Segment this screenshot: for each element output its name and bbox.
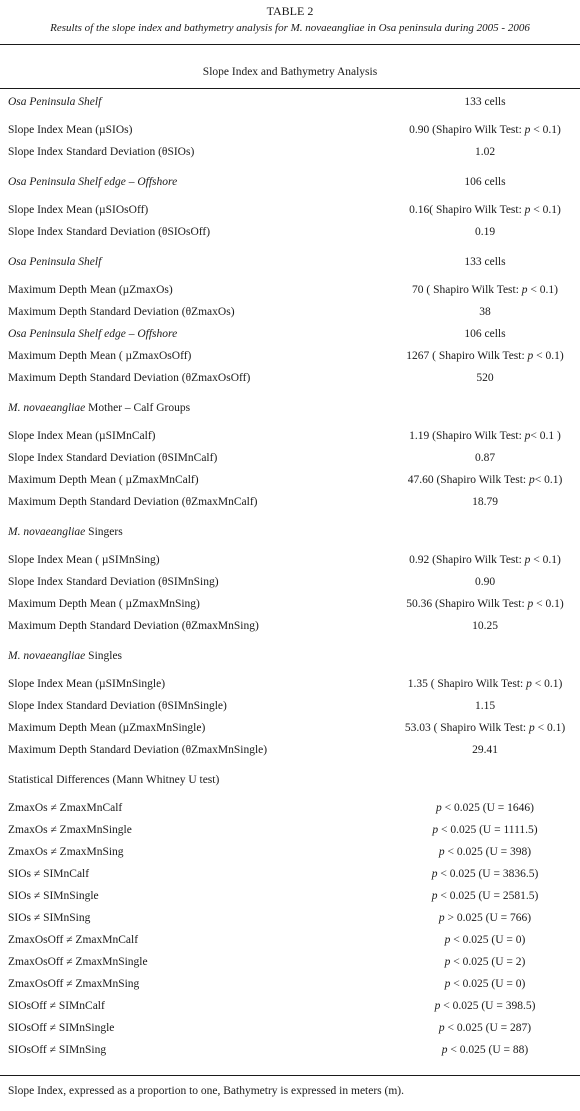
table-number: TABLE 2 [266, 4, 314, 18]
row-label: Slope Index Mean (µSIOsOff) [8, 204, 149, 216]
row-label: Maximum Depth Standard Deviation (θZmaxMnCalf) [8, 496, 258, 508]
row-label: M. novaeangliae Singers [8, 526, 123, 538]
table-footnote: Slope Index, expressed as a proportion to one, Bathymetry is expressed in meters (m). [8, 1085, 405, 1097]
row-value: 0.19 [474, 226, 496, 238]
row-label: Slope Index Standard Deviation (θSIMnSingle) [8, 700, 227, 712]
row-label: Slope Index Mean ( µSIMnSing) [8, 554, 160, 566]
row-label: ZmaxOsOff ≠ ZmaxMnSing [8, 978, 140, 990]
row-value: 0.16( Shapiro Wilk Test: p < 0.1) [409, 204, 561, 216]
row-label: ZmaxOsOff ≠ ZmaxMnCalf [8, 934, 139, 946]
row-value: 10.25 [472, 620, 498, 632]
row-label: M. novaeangliae Mother – Calf Groups [8, 402, 191, 414]
row-label: Slope Index Standard Deviation (θSIOs) [8, 146, 195, 158]
bottom-rule [0, 1075, 580, 1076]
row-label: Slope Index Standard Deviation (θSIMnSing) [8, 576, 219, 588]
row-value: 1.15 [474, 700, 496, 712]
row-label: Slope Index Mean (µSIMnSingle) [8, 678, 166, 690]
row-value: 50.36 (Shapiro Wilk Test: p < 0.1) [406, 598, 564, 610]
row-value: 133 cells [464, 256, 506, 268]
table-caption: Results of the slope index and bathymetry analysis for M. novaeangliae in Osa peninsula during 2005 - 2006 [50, 22, 530, 34]
row-value: p < 0.025 (U = 0) [444, 934, 526, 946]
row-value: p < 0.025 (U = 398) [438, 846, 532, 858]
row-value: 0.92 (Shapiro Wilk Test: p < 0.1) [409, 554, 561, 566]
row-value: 0.90 [474, 576, 496, 588]
row-label: Maximum Depth Mean ( µZmaxMnCalf) [8, 474, 199, 486]
row-value: p < 0.025 (U = 2581.5) [431, 890, 539, 902]
row-label: Maximum Depth Standard Deviation (θZmaxMnSing) [8, 620, 259, 632]
row-value: 29.41 [472, 744, 498, 756]
row-value: p < 0.025 (U = 2) [444, 956, 526, 968]
row-value: 47.60 (Shapiro Wilk Test: p< 0.1) [407, 474, 563, 486]
row-label: Osa Peninsula Shelf edge – Offshore [8, 328, 178, 340]
row-label: Osa Peninsula Shelf [8, 256, 102, 268]
row-label: M. novaeangliae Singles [8, 650, 123, 662]
row-label: Osa Peninsula Shelf edge – Offshore [8, 176, 178, 188]
row-label: Slope Index Mean (µSIMnCalf) [8, 430, 156, 442]
row-label: SIOs ≠ SIMnCalf [8, 868, 90, 880]
table-heading: Slope Index and Bathymetry Analysis [202, 66, 378, 78]
row-value: p > 0.025 (U = 766) [438, 912, 532, 924]
row-label: Osa Peninsula Shelf [8, 96, 102, 108]
row-value: 1267 ( Shapiro Wilk Test: p < 0.1) [406, 350, 564, 362]
row-label: Slope Index Mean (µSIOs) [8, 124, 133, 136]
row-label: SIOsOff ≠ SIMnSing [8, 1044, 107, 1056]
row-label: ZmaxOs ≠ ZmaxMnSingle [8, 824, 132, 836]
row-label: Maximum Depth Mean (µZmaxMnSingle) [8, 722, 206, 734]
row-value: 0.87 [474, 452, 496, 464]
row-label: SIOs ≠ SIMnSing [8, 912, 91, 924]
row-value: 106 cells [464, 328, 506, 340]
top-rule [0, 44, 580, 45]
row-label: Slope Index Standard Deviation (θSIMnCalf) [8, 452, 218, 464]
row-label: Maximum Depth Mean ( µZmaxOsOff) [8, 350, 192, 362]
row-label: Maximum Depth Standard Deviation (θZmaxMnSingle) [8, 744, 268, 756]
row-label: Slope Index Standard Deviation (θSIOsOff) [8, 226, 211, 238]
row-label: ZmaxOs ≠ ZmaxMnSing [8, 846, 124, 858]
row-value: 133 cells [464, 96, 506, 108]
row-value: p < 0.025 (U = 1646) [436, 802, 534, 814]
row-value: p < 0.025 (U = 88) [441, 1044, 529, 1056]
row-value: 106 cells [464, 176, 506, 188]
row-value: 1.02 [474, 146, 496, 158]
row-value: 1.19 (Shapiro Wilk Test: p< 0.1 ) [409, 430, 561, 442]
row-label: SIOsOff ≠ SIMnSingle [8, 1022, 115, 1034]
row-label: Statistical Differences (Mann Whitney U test) [8, 774, 220, 786]
row-value: 38 [479, 306, 491, 318]
row-label: Maximum Depth Mean (µZmaxOs) [8, 284, 173, 296]
row-value: p < 0.025 (U = 398.5) [434, 1000, 536, 1012]
row-value: p < 0.025 (U = 287) [438, 1022, 532, 1034]
row-label: SIOsOff ≠ SIMnCalf [8, 1000, 105, 1012]
row-label: Maximum Depth Mean ( µZmaxMnSing) [8, 598, 200, 610]
row-value: p < 0.025 (U = 3836.5) [431, 868, 539, 880]
row-label: ZmaxOsOff ≠ ZmaxMnSingle [8, 956, 148, 968]
row-value: 18.79 [472, 496, 498, 508]
row-value: 520 [476, 372, 494, 384]
row-label: ZmaxOs ≠ ZmaxMnCalf [8, 802, 123, 814]
row-value: 0.90 (Shapiro Wilk Test: p < 0.1) [409, 124, 561, 136]
row-label: Maximum Depth Standard Deviation (θZmaxOsOff) [8, 372, 251, 384]
row-label: Maximum Depth Standard Deviation (θZmaxOs) [8, 306, 235, 318]
heading-rule [0, 88, 580, 89]
row-value: 1.35 ( Shapiro Wilk Test: p < 0.1) [407, 678, 563, 690]
row-value: 70 ( Shapiro Wilk Test: p < 0.1) [412, 284, 558, 296]
row-value: p < 0.025 (U = 1111.5) [432, 824, 538, 836]
row-value: p < 0.025 (U = 0) [444, 978, 526, 990]
row-value: 53.03 ( Shapiro Wilk Test: p < 0.1) [404, 722, 566, 734]
row-label: SIOs ≠ SIMnSingle [8, 890, 99, 902]
